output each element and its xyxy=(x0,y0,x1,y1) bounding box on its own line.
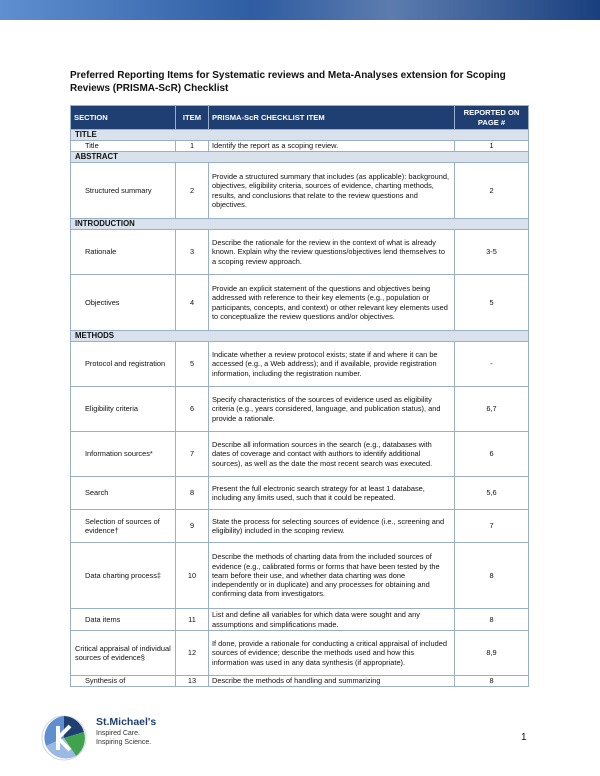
table-row xyxy=(71,163,529,219)
row-item: 3 xyxy=(176,230,209,275)
checklist-table xyxy=(70,105,529,687)
row-label: Critical appraisal of individual sources of evidence§ xyxy=(71,631,176,676)
section-row-abstract xyxy=(71,152,529,163)
page-number: 1 xyxy=(521,732,527,743)
table-row xyxy=(71,609,529,631)
row-desc: Specify characteristics of the sources of evidence used as eligibility criteria (e.g., years considered, language, and publication status), and provide a rationale. xyxy=(209,387,455,432)
row-desc: State the process for selecting sources of evidence (i.e., screening and eligibility) included in the scoping review. xyxy=(209,510,455,543)
row-item: 6 xyxy=(176,387,209,432)
row-item: 8 xyxy=(176,477,209,510)
row-label: Eligibility criteria xyxy=(71,387,176,432)
header-item: ITEM xyxy=(176,106,209,130)
row-page: 8 xyxy=(455,609,529,631)
table-row xyxy=(71,432,529,477)
table-row xyxy=(71,342,529,387)
brand-tagline-2: Inspiring Science. xyxy=(96,738,152,746)
row-desc: Provide a structured summary that includes (as applicable): background, objectives, eligibility criteria, sources of evidence, charting methods, results, and conclusions that relate to the review questions and objectives. xyxy=(209,163,455,219)
table-row xyxy=(71,141,529,152)
header-checklist-item: PRISMA-ScR CHECKLIST ITEM xyxy=(209,106,455,130)
table-row xyxy=(71,230,529,275)
section-title: TITLE xyxy=(71,130,529,141)
row-label: Objectives xyxy=(71,275,176,331)
row-item: 2 xyxy=(176,163,209,219)
row-item: 1 xyxy=(176,141,209,152)
brand-name: St.Michael's xyxy=(96,716,157,728)
row-page: 6 xyxy=(455,432,529,477)
row-label: Selection of sources of evidence† xyxy=(71,510,176,543)
row-page: - xyxy=(455,342,529,387)
section-row-methods xyxy=(71,331,529,342)
row-page: 6,7 xyxy=(455,387,529,432)
row-desc: Describe the methods of charting data from the included sources of evidence (e.g., calibrated forms or forms that have been tested by the team before their use, and whether data charting was done independently or in duplicate) and any processes for obtaining and confirming data from investigators. xyxy=(209,543,455,609)
row-label: Rationale xyxy=(71,230,176,275)
row-label: Structured summary xyxy=(71,163,176,219)
header-section: SECTION xyxy=(71,106,176,130)
row-item: 11 xyxy=(176,609,209,631)
section-title: ABSTRACT xyxy=(71,152,529,163)
row-label: Title xyxy=(71,141,176,152)
row-desc: Present the full electronic search strategy for at least 1 database, including any limits used, such that it could be repeated. xyxy=(209,477,455,510)
table-row xyxy=(71,676,529,687)
section-row-title xyxy=(71,130,529,141)
row-page: 8 xyxy=(455,543,529,609)
row-label: Information sources* xyxy=(71,432,176,477)
row-desc: Identify the report as a scoping review. xyxy=(209,141,455,152)
row-page: 1 xyxy=(455,141,529,152)
page-title: Preferred Reporting Items for Systematic reviews and Meta-Analyses extension for Scoping Reviews (PRISMA-ScR) Checklist xyxy=(70,70,506,94)
row-item: 4 xyxy=(176,275,209,331)
row-item: 13 xyxy=(176,676,209,687)
table-row xyxy=(71,387,529,432)
table-header-row xyxy=(71,106,529,130)
row-desc: Describe the rationale for the review in the context of what is already known. Explain why the review questions/objectives lend themselves to a scoping review approach. xyxy=(209,230,455,275)
table-row xyxy=(71,510,529,543)
row-item: 9 xyxy=(176,510,209,543)
row-desc: If done, provide a rationale for conducting a critical appraisal of included sources of evidence; describe the methods used and how this information was used in any data synthesis (if appropriate). xyxy=(209,631,455,676)
row-label: Data charting process‡ xyxy=(71,543,176,609)
row-desc: List and define all variables for which data were sought and any assumptions and simplifications made. xyxy=(209,609,455,631)
top-banner xyxy=(0,0,600,20)
st-michaels-logo-icon xyxy=(36,710,96,765)
row-page: 8,9 xyxy=(455,631,529,676)
row-label: Protocol and registration xyxy=(71,342,176,387)
section-row-introduction xyxy=(71,219,529,230)
table-row xyxy=(71,631,529,676)
row-item: 12 xyxy=(176,631,209,676)
row-page: 5 xyxy=(455,275,529,331)
row-page: 8 xyxy=(455,676,529,687)
row-item: 7 xyxy=(176,432,209,477)
row-label: Synthesis of xyxy=(71,676,176,687)
row-page: 7 xyxy=(455,510,529,543)
row-page: 2 xyxy=(455,163,529,219)
row-desc: Provide an explicit statement of the questions and objectives being addressed with reference to their key elements (e.g., population or participants, concepts, and context) or other relevant key elements used to conceptualize the review questions and/or objectives. xyxy=(209,275,455,331)
row-item: 5 xyxy=(176,342,209,387)
header-reported-on-page: REPORTED ON PAGE # xyxy=(455,106,529,130)
table-row xyxy=(71,477,529,510)
row-page: 5,6 xyxy=(455,477,529,510)
row-page: 3-5 xyxy=(455,230,529,275)
row-desc: Describe the methods of handling and summarizing xyxy=(209,676,455,687)
section-title: INTRODUCTION xyxy=(71,219,529,230)
row-desc: Describe all information sources in the search (e.g., databases with dates of coverage and contact with authors to identify additional sources), as well as the date the most recent search was executed. xyxy=(209,432,455,477)
table-row xyxy=(71,275,529,331)
row-label: Data items xyxy=(71,609,176,631)
footer-brand xyxy=(96,716,156,747)
row-desc: Indicate whether a review protocol exists; state if and where it can be accessed (e.g., a Web address); and if available, provide registration information, including the registration number. xyxy=(209,342,455,387)
table-row xyxy=(71,543,529,609)
row-item: 10 xyxy=(176,543,209,609)
row-label: Search xyxy=(71,477,176,510)
brand-tagline-1: Inspired Care. xyxy=(96,730,140,737)
section-title: METHODS xyxy=(71,331,529,342)
